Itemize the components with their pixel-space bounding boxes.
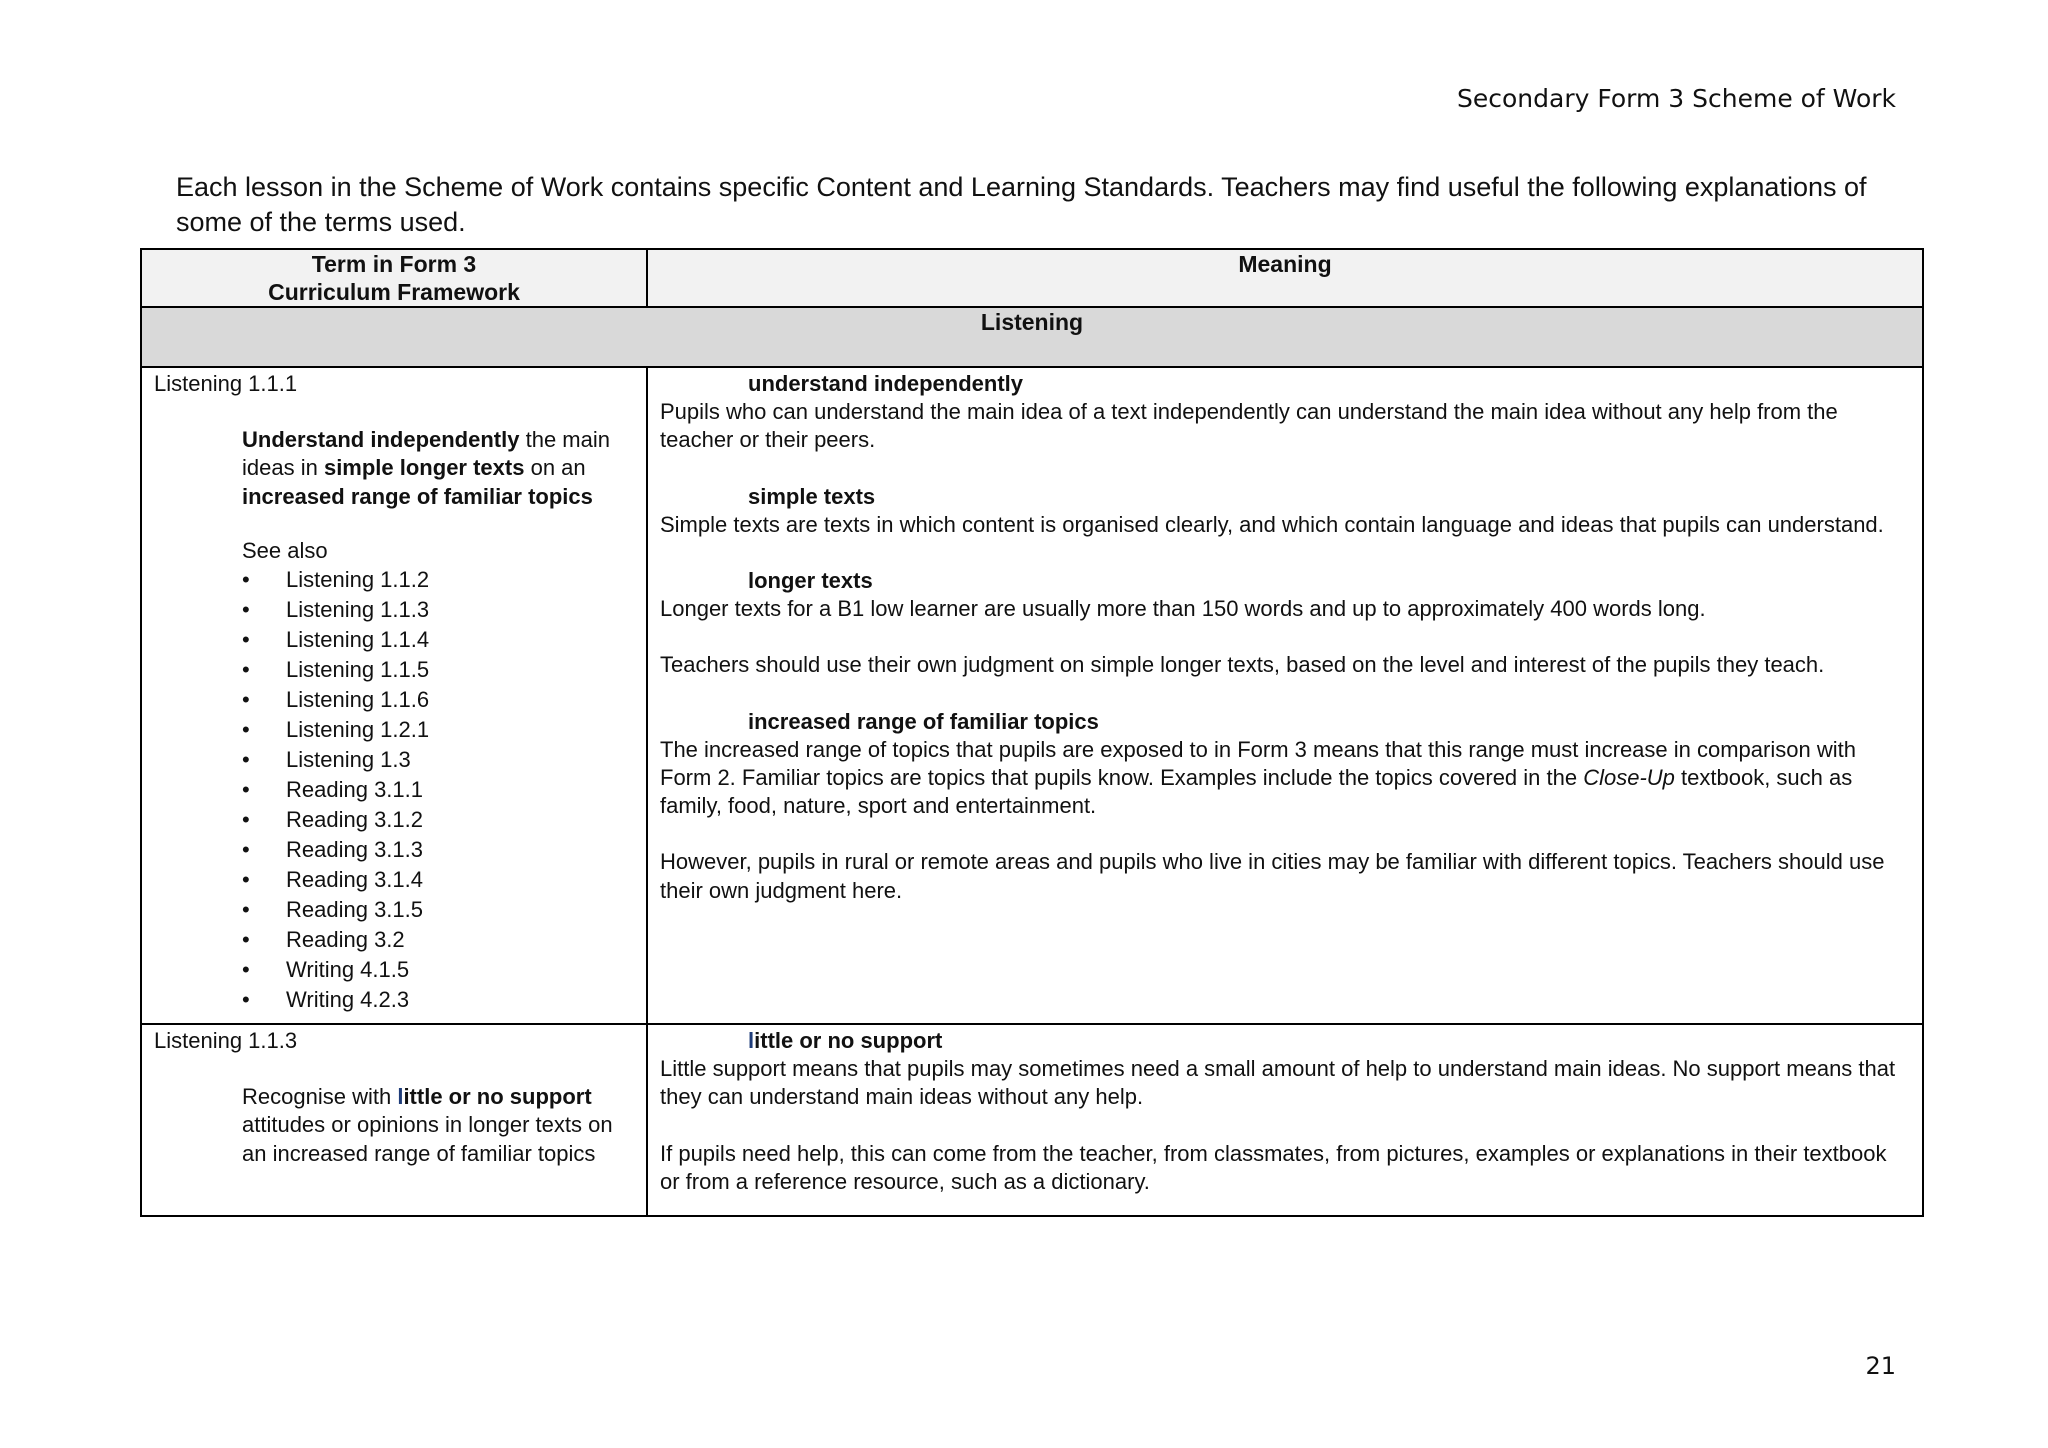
list-item: • Reading 3.1.3 bbox=[242, 835, 634, 865]
standard-code: Listening 1.1.3 bbox=[154, 1028, 298, 1054]
meaning-paragraph: Simple texts are texts in which content is organised clearly, and which contain language and ideas that pupils can understand. bbox=[660, 511, 1884, 537]
standard-text bbox=[242, 426, 634, 511]
section-title: Listening bbox=[141, 307, 1923, 367]
meaning-paragraph: Teachers should use their own judgment on simple longer texts, based on the level and interest of the pupils they teach. bbox=[660, 652, 1825, 678]
list-item: • Listening 1.1.5 bbox=[242, 655, 634, 685]
textbook-title: Close-Up bbox=[1583, 765, 1675, 791]
standard-code: Listening 1.1.1 bbox=[154, 371, 298, 396]
see-also-list bbox=[242, 565, 634, 1015]
term-bold: simple longer texts bbox=[323, 455, 525, 481]
terms-table bbox=[140, 248, 1924, 1217]
see-also-label: See also bbox=[242, 537, 328, 563]
intro-paragraph: Each lesson in the Scheme of Work contains specific Content and Learning Standards. Teachers may find useful the following explanations of some of the terms used. bbox=[176, 172, 1867, 237]
list-item: • Listening 1.1.3 bbox=[242, 595, 634, 625]
term-bold: ittle or no support bbox=[403, 1084, 592, 1110]
term-bold: Understand independently bbox=[242, 427, 520, 453]
term-cell-2 bbox=[141, 1024, 647, 1216]
term-text: the main ideas in bbox=[242, 427, 610, 481]
list-item: • Reading 3.1.1 bbox=[242, 775, 634, 805]
term-text: Recognise with bbox=[242, 1084, 398, 1110]
meaning-heading-rest: ittle or no support bbox=[754, 1028, 943, 1054]
page-number: 21 bbox=[1865, 1352, 1896, 1380]
meaning-heading-first: l bbox=[748, 1028, 755, 1054]
header-term-line1: Term in Form 3 bbox=[311, 251, 477, 277]
list-item: • Reading 3.1.2 bbox=[242, 805, 634, 835]
list-item: • Reading 3.1.5 bbox=[242, 895, 634, 925]
meaning-heading: longer texts bbox=[748, 568, 873, 594]
meaning-paragraph: Little support means that pupils may sometimes need a small amount of help to understand main ideas. No support means that they can understand main ideas without any help. bbox=[660, 1056, 1896, 1110]
meaning-heading bbox=[748, 1027, 1910, 1055]
list-item: • Listening 1.3 bbox=[242, 745, 634, 775]
list-item: • Reading 3.2 bbox=[242, 925, 634, 955]
term-cell-1 bbox=[141, 367, 647, 1024]
term-bold: increased range of familiar topics bbox=[242, 483, 593, 509]
meaning-heading: simple texts bbox=[748, 483, 876, 509]
list-item: • Listening 1.2.1 bbox=[242, 715, 634, 745]
meaning-paragraph: Pupils who can understand the main idea of a text independently can understand the main idea without any help from the teacher or their peers. bbox=[660, 399, 1838, 453]
running-header: Secondary Form 3 Scheme of Work bbox=[1457, 84, 1896, 113]
see-also-list-wrap bbox=[242, 565, 634, 1015]
term-text: attitudes or opinions in longer texts on an increased range of familiar topics bbox=[242, 1112, 613, 1166]
header-meaning: Meaning bbox=[647, 249, 1923, 307]
term-text: on an bbox=[524, 455, 586, 481]
meaning-text: The increased range of topics that pupils are exposed to in Form 3 means that this range must increase in comparison with Form 2. Familiar topics are topics that pupils know. Examples include the topics covered in the bbox=[660, 736, 1856, 791]
list-item: • Listening 1.1.4 bbox=[242, 625, 634, 655]
meaning-paragraph bbox=[660, 736, 1910, 821]
standard-text bbox=[242, 1083, 634, 1168]
header-term bbox=[141, 249, 647, 307]
meaning-paragraph: If pupils need help, this can come from the teacher, from classmates, from pictures, examples or explanations in their textbook or from a reference resource, such as a dictionary. bbox=[660, 1140, 1887, 1194]
list-item: • Writing 4.1.5 bbox=[242, 955, 634, 985]
header-term-line2: Curriculum Framework bbox=[268, 279, 520, 305]
list-item: • Reading 3.1.4 bbox=[242, 865, 634, 895]
meaning-paragraph: However, pupils in rural or remote areas and pupils who live in cities may be familiar with different topics. Teachers should use their own judgment here. bbox=[660, 849, 1885, 903]
term-bold: l bbox=[397, 1084, 404, 1110]
table-row bbox=[141, 367, 1923, 1024]
meaning-text: textbook, such as family, food, nature, sport and entertainment. bbox=[660, 765, 1853, 819]
section-row bbox=[141, 307, 1923, 367]
meaning-paragraph: Longer texts for a B1 low learner are usually more than 150 words and up to approximately 400 words long. bbox=[660, 596, 1706, 622]
table-row bbox=[141, 1024, 1923, 1216]
list-item: • Listening 1.1.2 bbox=[242, 565, 634, 595]
meaning-cell-1 bbox=[647, 367, 1923, 1024]
list-item: • Writing 4.2.3 bbox=[242, 985, 634, 1015]
meaning-heading: understand independently bbox=[748, 371, 1024, 396]
meaning-heading: increased range of familiar topics bbox=[748, 708, 1099, 734]
meaning-cell-2 bbox=[647, 1024, 1923, 1216]
list-item: • Listening 1.1.6 bbox=[242, 685, 634, 715]
table-header-row bbox=[141, 249, 1923, 307]
